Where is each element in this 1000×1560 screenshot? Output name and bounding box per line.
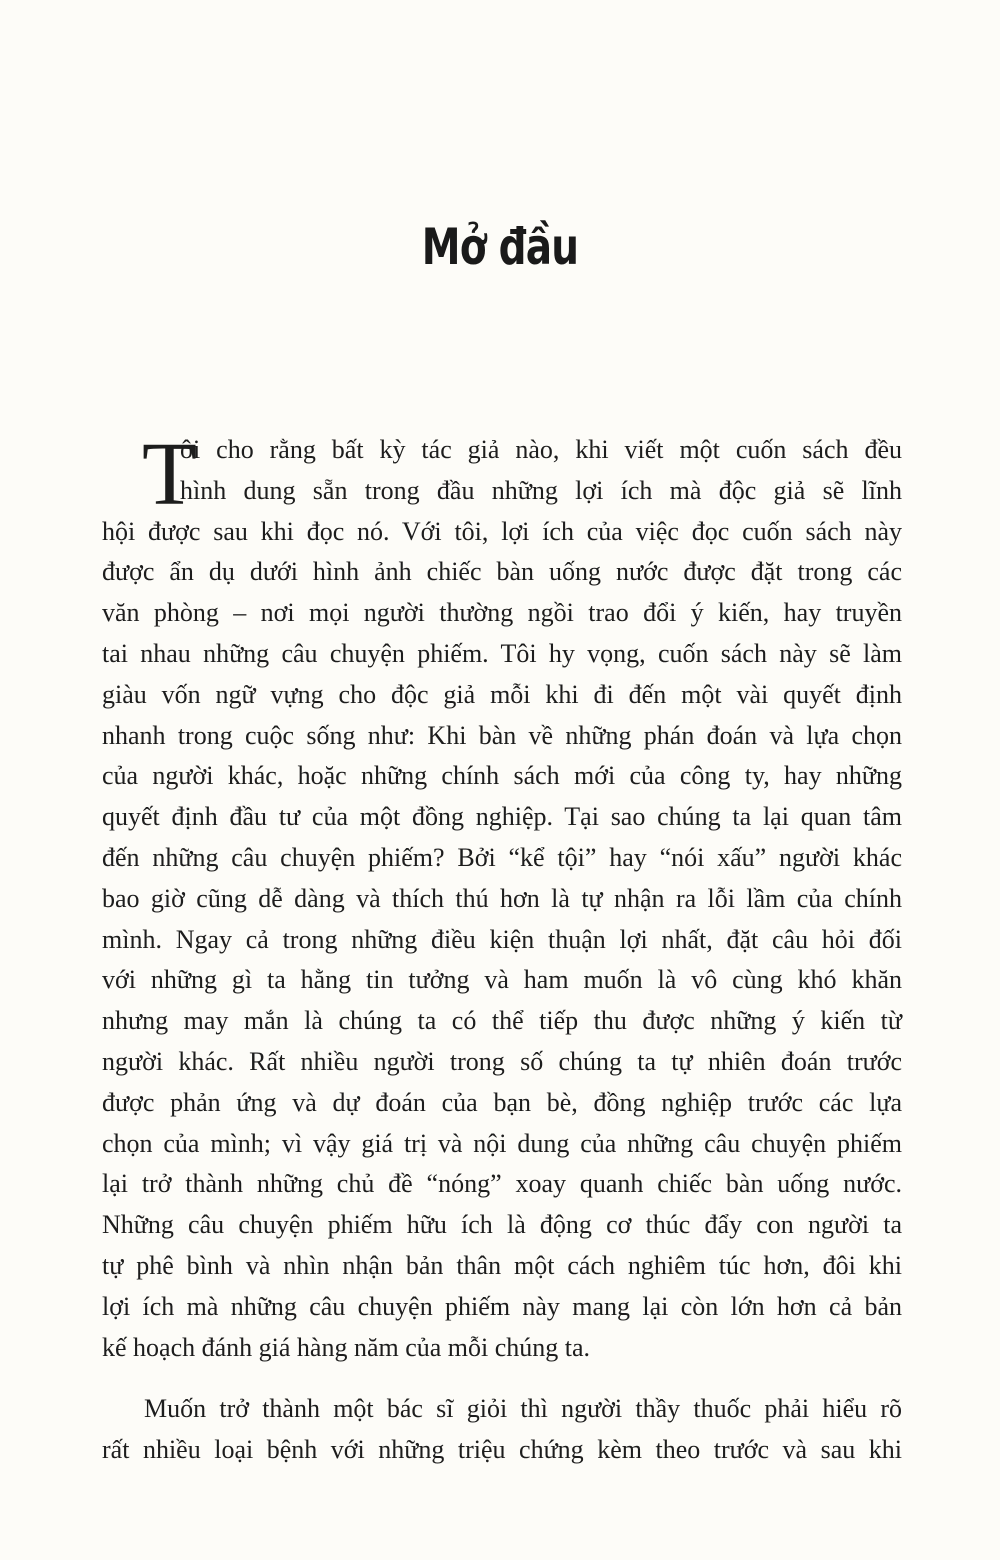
text-line: mình. Ngay cả trong những điều kiện thuận lợi nhất, đặt câu hỏi đối [102,924,902,954]
text-line: ôi cho rằng bất kỳ tác giả nào, khi viết một cuốn sách đều [180,435,902,464]
text-line: giàu vốn ngữ vựng cho độc giả mỗi khi đi đến một vài quyết định [102,679,902,709]
text-line: tự phê bình và nhìn nhận bản thân một cách nghiêm túc hơn, đôi khi [102,1250,902,1280]
text-line: được ẩn dụ dưới hình ảnh chiếc bàn uống nước được đặt trong các [102,557,902,587]
text-line: quyết định đầu tư của một đồng nghiệp. Tại sao chúng ta lại quan tâm [102,802,902,832]
text-line: văn phòng – nơi mọi người thường ngồi trao đổi ý kiến, hay truyền [102,598,902,628]
text-line: lợi ích mà những câu chuyện phiếm này mang lại còn lớn hơn cả bản [102,1291,902,1321]
drop-cap: T [142,425,197,524]
text-line: nhưng may mắn là chúng ta có thể tiếp thu được những ý kiến từ [102,1006,902,1036]
text-line: chọn của mình; vì vậy giá trị và nội dung của những câu chuyện phiếm [102,1128,902,1158]
text-line: nhanh trong cuộc sống như: Khi bàn về những phán đoán và lựa chọn [102,720,902,750]
text-line: đến những câu chuyện phiếm? Bởi “kể tội” hay “nói xấu” người khác [102,842,902,872]
text-line: người khác. Rất nhiều người trong số chúng ta tự nhiên đoán trước [102,1046,902,1076]
text-line: rất nhiều loại bệnh với những triệu chứng kèm theo trước và sau khi [102,1434,902,1464]
text-line: được phản ứng và dự đoán của bạn bè, đồng nghiệp trước các lựa [102,1087,902,1117]
text-line: bao giờ cũng dễ dàng và thích thú hơn là tự nhận ra lỗi lầm của chính [102,883,902,913]
text-line: kế hoạch đánh giá hàng năm của mỗi chúng ta. [102,1332,591,1362]
text-line: hình dung sẵn trong đầu những lợi ích mà độc giả sẽ lĩnh [180,475,902,505]
paragraph-1 [102,425,902,1368]
text-line: của người khác, hoặc những chính sách mới của công ty, hay những [102,761,902,791]
text-line: Muốn trở thành một bác sĩ giỏi thì người thầy thuốc phải hiểu rõ [144,1394,902,1423]
chapter-title: Mở đầu [421,218,579,276]
text-line: hội được sau khi đọc nó. Với tôi, lợi ích của việc đọc cuốn sách này [102,516,902,546]
text-line: tai nhau những câu chuyện phiếm. Tôi hy vọng, cuốn sách này sẽ làm [102,638,902,668]
paragraph-2 [102,1389,902,1471]
text-line: Những câu chuyện phiếm hữu ích là động cơ thúc đẩy con người ta [102,1210,902,1240]
text-line: với những gì ta hằng tin tưởng và ham muốn là vô cùng khó khăn [102,965,902,995]
text-line: lại trở thành những chủ đề “nóng” xoay quanh chiếc bàn uống nước. [102,1169,902,1199]
